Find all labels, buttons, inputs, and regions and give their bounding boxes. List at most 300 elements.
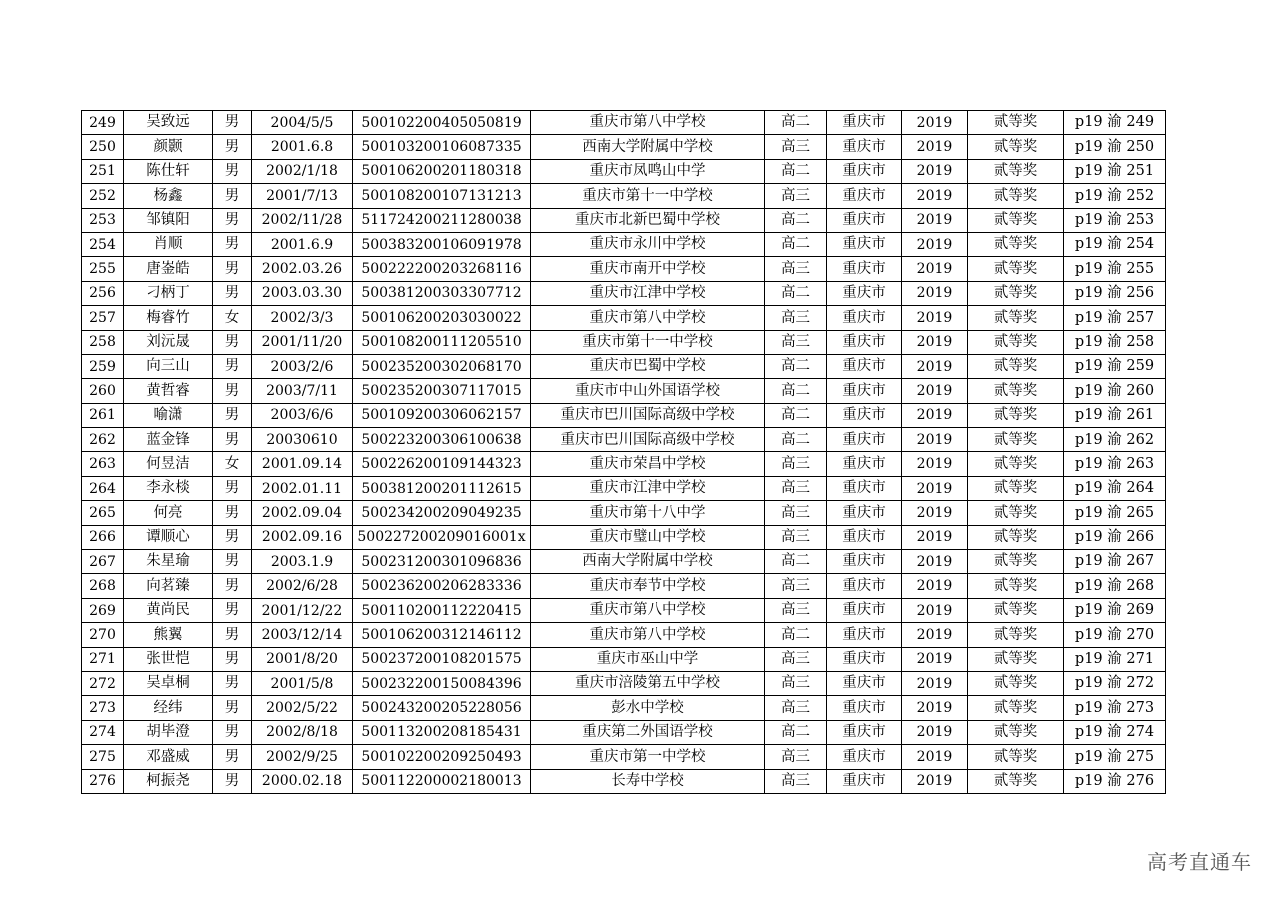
name-cell: 黄尚民: [124, 598, 213, 622]
certificate-code-cell: p19 渝 251: [1064, 159, 1166, 183]
certificate-code-cell: p19 渝 276: [1064, 769, 1166, 793]
grade-cell: 高二: [765, 550, 827, 574]
birth-date-cell: 2002/3/3: [252, 306, 353, 330]
city-cell: 重庆市: [827, 476, 902, 500]
school-cell: 重庆市奉节中学校: [531, 574, 765, 598]
id-number-cell: 500112200002180013: [353, 769, 531, 793]
year-cell: 2019: [902, 671, 968, 695]
year-cell: 2019: [902, 720, 968, 744]
year-cell: 2019: [902, 208, 968, 232]
serial-number-cell: 261: [82, 403, 124, 427]
award-cell: 贰等奖: [968, 452, 1064, 476]
grade-cell: 高二: [765, 428, 827, 452]
id-number-cell: 500227200209016001x: [353, 525, 531, 549]
gender-cell: 男: [213, 379, 252, 403]
year-cell: 2019: [902, 403, 968, 427]
certificate-code-cell: p19 渝 257: [1064, 306, 1166, 330]
id-number-cell: 500243200205228056: [353, 696, 531, 720]
gender-cell: 男: [213, 208, 252, 232]
serial-number-cell: 265: [82, 501, 124, 525]
grade-cell: 高三: [765, 647, 827, 671]
school-cell: 重庆市璧山中学校: [531, 525, 765, 549]
grade-cell: 高三: [765, 452, 827, 476]
gender-cell: 男: [213, 159, 252, 183]
id-number-cell: 500108200107131213: [353, 184, 531, 208]
serial-number-cell: 255: [82, 257, 124, 281]
serial-number-cell: 262: [82, 428, 124, 452]
certificate-code-cell: p19 渝 255: [1064, 257, 1166, 281]
award-cell: 贰等奖: [968, 330, 1064, 354]
id-number-cell: 500231200301096836: [353, 550, 531, 574]
birth-date-cell: 2001/5/8: [252, 671, 353, 695]
award-cell: 贰等奖: [968, 476, 1064, 500]
name-cell: 朱星瑜: [124, 550, 213, 574]
birth-date-cell: 2002/8/18: [252, 720, 353, 744]
name-cell: 颜颢: [124, 135, 213, 159]
name-cell: 谭顺心: [124, 525, 213, 549]
id-number-cell: 500108200111205510: [353, 330, 531, 354]
award-cell: 贰等奖: [968, 354, 1064, 378]
gender-cell: 女: [213, 452, 252, 476]
school-cell: 重庆市巫山中学: [531, 647, 765, 671]
school-cell: 彭水中学校: [531, 696, 765, 720]
gender-cell: 男: [213, 403, 252, 427]
gender-cell: 男: [213, 232, 252, 256]
award-cell: 贰等奖: [968, 501, 1064, 525]
name-cell: 胡毕澄: [124, 720, 213, 744]
name-cell: 何亮: [124, 501, 213, 525]
certificate-code-cell: p19 渝 261: [1064, 403, 1166, 427]
city-cell: 重庆市: [827, 696, 902, 720]
award-cell: 贰等奖: [968, 281, 1064, 305]
year-cell: 2019: [902, 550, 968, 574]
id-number-cell: 511724200211280038: [353, 208, 531, 232]
serial-number-cell: 250: [82, 135, 124, 159]
gender-cell: 男: [213, 647, 252, 671]
table-row: [82, 623, 1166, 647]
grade-cell: 高二: [765, 403, 827, 427]
table-row: [82, 720, 1166, 744]
grade-cell: 高三: [765, 476, 827, 500]
serial-number-cell: 263: [82, 452, 124, 476]
serial-number-cell: 274: [82, 720, 124, 744]
city-cell: 重庆市: [827, 745, 902, 769]
school-cell: 长寿中学校: [531, 769, 765, 793]
school-cell: 重庆市南开中学校: [531, 257, 765, 281]
birth-date-cell: 2002/5/22: [252, 696, 353, 720]
name-cell: 向茗臻: [124, 574, 213, 598]
city-cell: 重庆市: [827, 306, 902, 330]
city-cell: 重庆市: [827, 232, 902, 256]
birth-date-cell: 2002.01.11: [252, 476, 353, 500]
name-cell: 经纬: [124, 696, 213, 720]
gender-cell: 男: [213, 745, 252, 769]
gender-cell: 男: [213, 671, 252, 695]
gender-cell: 男: [213, 720, 252, 744]
gender-cell: 男: [213, 281, 252, 305]
award-cell: 贰等奖: [968, 306, 1064, 330]
grade-cell: 高三: [765, 745, 827, 769]
gender-cell: 男: [213, 501, 252, 525]
serial-number-cell: 273: [82, 696, 124, 720]
id-number-cell: 500226200109144323: [353, 452, 531, 476]
city-cell: 重庆市: [827, 184, 902, 208]
table-row: [82, 452, 1166, 476]
grade-cell: 高三: [765, 696, 827, 720]
school-cell: 重庆市北新巴蜀中学校: [531, 208, 765, 232]
id-number-cell: 500109200306062157: [353, 403, 531, 427]
certificate-code-cell: p19 渝 259: [1064, 354, 1166, 378]
school-cell: 重庆市永川中学校: [531, 232, 765, 256]
grade-cell: 高三: [765, 306, 827, 330]
city-cell: 重庆市: [827, 428, 902, 452]
birth-date-cell: 2001.6.9: [252, 232, 353, 256]
award-cell: 贰等奖: [968, 671, 1064, 695]
certificate-code-cell: p19 渝 254: [1064, 232, 1166, 256]
gender-cell: 男: [213, 476, 252, 500]
school-cell: 重庆市第八中学校: [531, 111, 765, 135]
birth-date-cell: 2002.03.26: [252, 257, 353, 281]
birth-date-cell: 2003/6/6: [252, 403, 353, 427]
year-cell: 2019: [902, 354, 968, 378]
city-cell: 重庆市: [827, 550, 902, 574]
table-row: [82, 501, 1166, 525]
city-cell: 重庆市: [827, 501, 902, 525]
certificate-code-cell: p19 渝 268: [1064, 574, 1166, 598]
certificate-code-cell: p19 渝 272: [1064, 671, 1166, 695]
id-number-cell: 500106200312146112: [353, 623, 531, 647]
id-number-cell: 500103200106087335: [353, 135, 531, 159]
certificate-code-cell: p19 渝 267: [1064, 550, 1166, 574]
school-cell: 西南大学附属中学校: [531, 550, 765, 574]
table-row: [82, 330, 1166, 354]
city-cell: 重庆市: [827, 525, 902, 549]
name-cell: 蓝金锋: [124, 428, 213, 452]
certificate-code-cell: p19 渝 266: [1064, 525, 1166, 549]
year-cell: 2019: [902, 428, 968, 452]
year-cell: 2019: [902, 184, 968, 208]
table-row: [82, 745, 1166, 769]
table-row: [82, 598, 1166, 622]
table-row: [82, 403, 1166, 427]
gender-cell: 男: [213, 525, 252, 549]
certificate-code-cell: p19 渝 258: [1064, 330, 1166, 354]
grade-cell: 高三: [765, 184, 827, 208]
table-row: [82, 525, 1166, 549]
school-cell: 重庆市巴川国际高级中学校: [531, 403, 765, 427]
award-cell: 贰等奖: [968, 745, 1064, 769]
id-number-cell: 500381200303307712: [353, 281, 531, 305]
birth-date-cell: 2001.09.14: [252, 452, 353, 476]
grade-cell: 高二: [765, 379, 827, 403]
certificate-code-cell: p19 渝 262: [1064, 428, 1166, 452]
city-cell: 重庆市: [827, 623, 902, 647]
serial-number-cell: 252: [82, 184, 124, 208]
school-cell: 重庆市第十一中学校: [531, 330, 765, 354]
certificate-code-cell: p19 渝 273: [1064, 696, 1166, 720]
serial-number-cell: 249: [82, 111, 124, 135]
serial-number-cell: 270: [82, 623, 124, 647]
birth-date-cell: 2002.09.16: [252, 525, 353, 549]
grade-cell: 高二: [765, 111, 827, 135]
table-row: [82, 281, 1166, 305]
year-cell: 2019: [902, 232, 968, 256]
year-cell: 2019: [902, 574, 968, 598]
name-cell: 唐崟皓: [124, 257, 213, 281]
name-cell: 喻潇: [124, 403, 213, 427]
birth-date-cell: 2003.03.30: [252, 281, 353, 305]
city-cell: 重庆市: [827, 647, 902, 671]
gender-cell: 男: [213, 769, 252, 793]
city-cell: 重庆市: [827, 598, 902, 622]
school-cell: 重庆市中山外国语学校: [531, 379, 765, 403]
grade-cell: 高三: [765, 501, 827, 525]
serial-number-cell: 272: [82, 671, 124, 695]
serial-number-cell: 268: [82, 574, 124, 598]
table-body: [82, 111, 1166, 794]
year-cell: 2019: [902, 647, 968, 671]
city-cell: 重庆市: [827, 354, 902, 378]
table-row: [82, 696, 1166, 720]
city-cell: 重庆市: [827, 403, 902, 427]
certificate-code-cell: p19 渝 256: [1064, 281, 1166, 305]
id-number-cell: 500234200209049235: [353, 501, 531, 525]
school-cell: 重庆市第八中学校: [531, 306, 765, 330]
birth-date-cell: 2002/11/28: [252, 208, 353, 232]
id-number-cell: 500237200108201575: [353, 647, 531, 671]
certificate-code-cell: p19 渝 253: [1064, 208, 1166, 232]
award-cell: 贰等奖: [968, 623, 1064, 647]
gender-cell: 男: [213, 574, 252, 598]
gender-cell: 男: [213, 184, 252, 208]
school-cell: 重庆市第十一中学校: [531, 184, 765, 208]
serial-number-cell: 266: [82, 525, 124, 549]
id-number-cell: 500102200405050819: [353, 111, 531, 135]
birth-date-cell: 2003.1.9: [252, 550, 353, 574]
birth-date-cell: 2002/6/28: [252, 574, 353, 598]
birth-date-cell: 2002/9/25: [252, 745, 353, 769]
school-cell: 重庆市第一中学校: [531, 745, 765, 769]
table-row: [82, 232, 1166, 256]
serial-number-cell: 256: [82, 281, 124, 305]
serial-number-cell: 271: [82, 647, 124, 671]
award-cell: 贰等奖: [968, 696, 1064, 720]
table-row: [82, 159, 1166, 183]
name-cell: 张世恺: [124, 647, 213, 671]
year-cell: 2019: [902, 696, 968, 720]
certificate-code-cell: p19 渝 250: [1064, 135, 1166, 159]
birth-date-cell: 2000.02.18: [252, 769, 353, 793]
award-cell: 贰等奖: [968, 111, 1064, 135]
name-cell: 刘沅晟: [124, 330, 213, 354]
birth-date-cell: 2004/5/5: [252, 111, 353, 135]
school-cell: 重庆市江津中学校: [531, 476, 765, 500]
name-cell: 肖顺: [124, 232, 213, 256]
certificate-code-cell: p19 渝 249: [1064, 111, 1166, 135]
grade-cell: 高三: [765, 574, 827, 598]
id-number-cell: 500110200112220415: [353, 598, 531, 622]
certificate-code-cell: p19 渝 252: [1064, 184, 1166, 208]
name-cell: 刁柄丁: [124, 281, 213, 305]
year-cell: 2019: [902, 525, 968, 549]
award-cell: 贰等奖: [968, 135, 1064, 159]
id-number-cell: 500232200150084396: [353, 671, 531, 695]
year-cell: 2019: [902, 379, 968, 403]
gender-cell: 男: [213, 623, 252, 647]
certificate-code-cell: p19 渝 270: [1064, 623, 1166, 647]
name-cell: 陈仕轩: [124, 159, 213, 183]
gender-cell: 男: [213, 330, 252, 354]
award-cell: 贰等奖: [968, 159, 1064, 183]
school-cell: 重庆市巴川国际高级中学校: [531, 428, 765, 452]
school-cell: 重庆市第八中学校: [531, 598, 765, 622]
year-cell: 2019: [902, 281, 968, 305]
award-cell: 贰等奖: [968, 257, 1064, 281]
birth-date-cell: 20030610: [252, 428, 353, 452]
serial-number-cell: 253: [82, 208, 124, 232]
city-cell: 重庆市: [827, 159, 902, 183]
name-cell: 邹镇阳: [124, 208, 213, 232]
grade-cell: 高二: [765, 354, 827, 378]
award-cell: 贰等奖: [968, 379, 1064, 403]
grade-cell: 高二: [765, 232, 827, 256]
birth-date-cell: 2001/7/13: [252, 184, 353, 208]
certificate-code-cell: p19 渝 274: [1064, 720, 1166, 744]
gender-cell: 男: [213, 550, 252, 574]
gender-cell: 女: [213, 306, 252, 330]
school-cell: 西南大学附属中学校: [531, 135, 765, 159]
school-cell: 重庆市巴蜀中学校: [531, 354, 765, 378]
birth-date-cell: 2001/8/20: [252, 647, 353, 671]
table-row: [82, 184, 1166, 208]
serial-number-cell: 251: [82, 159, 124, 183]
serial-number-cell: 275: [82, 745, 124, 769]
id-number-cell: 500235200302068170: [353, 354, 531, 378]
birth-date-cell: 2003/7/11: [252, 379, 353, 403]
school-cell: 重庆市涪陵第五中学校: [531, 671, 765, 695]
award-cell: 贰等奖: [968, 232, 1064, 256]
table-row: [82, 257, 1166, 281]
grade-cell: 高三: [765, 769, 827, 793]
certificate-code-cell: p19 渝 263: [1064, 452, 1166, 476]
year-cell: 2019: [902, 306, 968, 330]
city-cell: 重庆市: [827, 379, 902, 403]
birth-date-cell: 2002.09.04: [252, 501, 353, 525]
city-cell: 重庆市: [827, 281, 902, 305]
award-cell: 贰等奖: [968, 720, 1064, 744]
city-cell: 重庆市: [827, 330, 902, 354]
award-cell: 贰等奖: [968, 403, 1064, 427]
id-number-cell: 500236200206283336: [353, 574, 531, 598]
id-number-cell: 500383200106091978: [353, 232, 531, 256]
id-number-cell: 500381200201112615: [353, 476, 531, 500]
school-cell: 重庆市凤鸣山中学: [531, 159, 765, 183]
serial-number-cell: 269: [82, 598, 124, 622]
grade-cell: 高二: [765, 720, 827, 744]
table-row: [82, 379, 1166, 403]
grade-cell: 高二: [765, 623, 827, 647]
name-cell: 柯振尧: [124, 769, 213, 793]
year-cell: 2019: [902, 623, 968, 647]
award-cell: 贰等奖: [968, 525, 1064, 549]
grade-cell: 高三: [765, 598, 827, 622]
birth-date-cell: 2003/12/14: [252, 623, 353, 647]
table-row: [82, 111, 1166, 135]
city-cell: 重庆市: [827, 257, 902, 281]
award-cell: 贰等奖: [968, 598, 1064, 622]
id-number-cell: 500113200208185431: [353, 720, 531, 744]
gender-cell: 男: [213, 111, 252, 135]
certificate-code-cell: p19 渝 275: [1064, 745, 1166, 769]
award-cell: 贰等奖: [968, 428, 1064, 452]
id-number-cell: 500222200203268116: [353, 257, 531, 281]
name-cell: 吴致远: [124, 111, 213, 135]
id-number-cell: 500106200201180318: [353, 159, 531, 183]
table-row: [82, 208, 1166, 232]
grade-cell: 高三: [765, 330, 827, 354]
birth-date-cell: 2001/11/20: [252, 330, 353, 354]
award-list-table: [81, 110, 1166, 794]
city-cell: 重庆市: [827, 208, 902, 232]
table-row: [82, 671, 1166, 695]
city-cell: 重庆市: [827, 574, 902, 598]
grade-cell: 高三: [765, 671, 827, 695]
gender-cell: 男: [213, 598, 252, 622]
year-cell: 2019: [902, 111, 968, 135]
award-cell: 贰等奖: [968, 550, 1064, 574]
award-cell: 贰等奖: [968, 647, 1064, 671]
watermark-text: 高考直通车: [1147, 850, 1252, 874]
certificate-code-cell: p19 渝 269: [1064, 598, 1166, 622]
serial-number-cell: 264: [82, 476, 124, 500]
school-cell: 重庆市第八中学校: [531, 623, 765, 647]
year-cell: 2019: [902, 501, 968, 525]
name-cell: 吴卓桐: [124, 671, 213, 695]
serial-number-cell: 254: [82, 232, 124, 256]
year-cell: 2019: [902, 135, 968, 159]
grade-cell: 高二: [765, 159, 827, 183]
grade-cell: 高三: [765, 257, 827, 281]
birth-date-cell: 2001.6.8: [252, 135, 353, 159]
serial-number-cell: 260: [82, 379, 124, 403]
birth-date-cell: 2002/1/18: [252, 159, 353, 183]
name-cell: 何昱洁: [124, 452, 213, 476]
certificate-code-cell: p19 渝 265: [1064, 501, 1166, 525]
name-cell: 杨鑫: [124, 184, 213, 208]
table-row: [82, 769, 1166, 793]
birth-date-cell: 2001/12/22: [252, 598, 353, 622]
id-number-cell: 500223200306100638: [353, 428, 531, 452]
id-number-cell: 500102200209250493: [353, 745, 531, 769]
name-cell: 黄哲睿: [124, 379, 213, 403]
birth-date-cell: 2003/2/6: [252, 354, 353, 378]
certificate-code-cell: p19 渝 264: [1064, 476, 1166, 500]
certificate-code-cell: p19 渝 260: [1064, 379, 1166, 403]
school-cell: 重庆第二外国语学校: [531, 720, 765, 744]
year-cell: 2019: [902, 330, 968, 354]
name-cell: 梅睿竹: [124, 306, 213, 330]
gender-cell: 男: [213, 257, 252, 281]
gender-cell: 男: [213, 696, 252, 720]
serial-number-cell: 267: [82, 550, 124, 574]
grade-cell: 高二: [765, 208, 827, 232]
city-cell: 重庆市: [827, 720, 902, 744]
id-number-cell: 500235200307117015: [353, 379, 531, 403]
school-cell: 重庆市荣昌中学校: [531, 452, 765, 476]
grade-cell: 高三: [765, 135, 827, 159]
name-cell: 熊翼: [124, 623, 213, 647]
year-cell: 2019: [902, 257, 968, 281]
